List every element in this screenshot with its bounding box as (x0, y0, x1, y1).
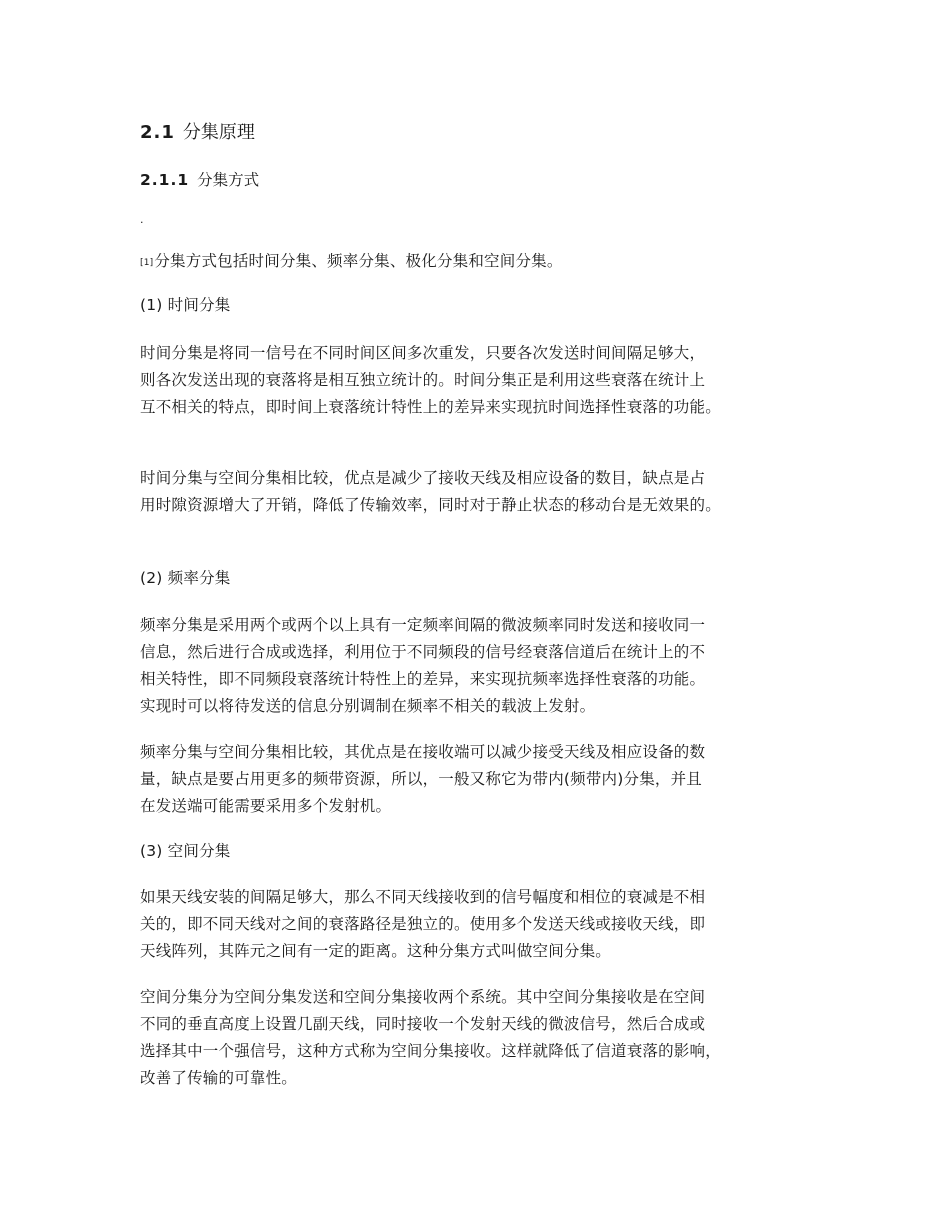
citation-marker: [1] (140, 258, 154, 268)
section-title: 分集原理 (182, 122, 255, 143)
text-line: 空间分集分为空间分集发送和空间分集接收两个系统。其中空间分集接收是在空间 (140, 988, 706, 1006)
text-line: 时间分集是将同一信号在不同时间区间多次重发，只要各次发送时间间隔足够大， (140, 344, 706, 362)
text-line: 在发送端可能需要采用多个发射机。 (140, 797, 392, 815)
text-line: 关的，即不同天线对之间的衰落路径是独立的。使用多个发送天线或接收天线，即 (140, 915, 706, 933)
text-line: 量，缺点是要占用更多的频带资源，所以，一般又称它为带内(频带内)分集，并且 (140, 770, 702, 788)
frequency-diversity-paragraph-1 (140, 612, 812, 720)
text-line: 实现时可以将待发送的信息分别调制在频率不相关的载波上发射。 (140, 697, 596, 715)
time-diversity-paragraph-1 (140, 340, 812, 421)
text-line: 天线阵列，其阵元之间有一定的距离。这种分集方式叫做空间分集。 (140, 942, 612, 960)
text-line: 互不相关的特点，即时间上衰落统计特性上的差异来实现抗时间选择性衰落的功能。 (140, 398, 721, 416)
frequency-diversity-paragraph-2 (140, 739, 812, 820)
text-line: 信息，然后进行合成或选择，利用位于不同频段的信号经衰落信道后在统计上的不 (140, 643, 706, 661)
time-diversity-heading: (1) 时间分集 (140, 296, 231, 314)
text-line: 则各次发送出现的衰落将是相互独立统计的。时间分集正是利用这些衰落在统计上 (140, 371, 706, 389)
subsection-title: 分集方式 (197, 171, 260, 189)
intro-paragraph (140, 248, 812, 277)
intro-text: 分集方式包括时间分集、频率分集、极化分集和空间分集。 (154, 252, 563, 270)
text-line: 选择其中一个强信号，这种方式称为空间分集接收。这样就降低了信道衰落的影响， (140, 1042, 721, 1060)
frequency-diversity-heading: (2) 频率分集 (140, 569, 231, 587)
space-diversity-paragraph-1 (140, 884, 812, 965)
time-diversity-paragraph-2 (140, 465, 812, 519)
space-diversity-heading: (3) 空间分集 (140, 842, 231, 860)
subsection-number: 2.1.1 (140, 171, 190, 189)
text-line: 相关特性，即不同频段衰落统计特性上的差异，来实现抗频率选择性衰落的功能。 (140, 670, 706, 688)
text-line: 不同的垂直高度上设置几副天线，同时接收一个发射天线的微波信号，然后合成或 (140, 1015, 706, 1033)
text-line: 频率分集是采用两个或两个以上具有一定频率间隔的微波频率同时发送和接收同一 (140, 616, 706, 634)
space-diversity-paragraph-2 (140, 984, 812, 1092)
subsection-heading (140, 168, 259, 190)
section-heading (140, 118, 255, 144)
text-line: 如果天线安装的间隔足够大，那么不同天线接收到的信号幅度和相位的衰减是不相 (140, 888, 706, 906)
stray-mark: . (140, 213, 144, 226)
text-line: 频率分集与空间分集相比较，其优点是在接收端可以减少接受天线及相应设备的数 (140, 743, 706, 761)
text-line: 用时隙资源增大了开销，降低了传输效率，同时对于静止状态的移动台是无效果的。 (140, 496, 721, 514)
section-number: 2.1 (140, 122, 175, 143)
text-line: 改善了传输的可靠性。 (140, 1069, 298, 1087)
text-line: 时间分集与空间分集相比较，优点是减少了接收天线及相应设备的数目，缺点是占 (140, 469, 706, 487)
